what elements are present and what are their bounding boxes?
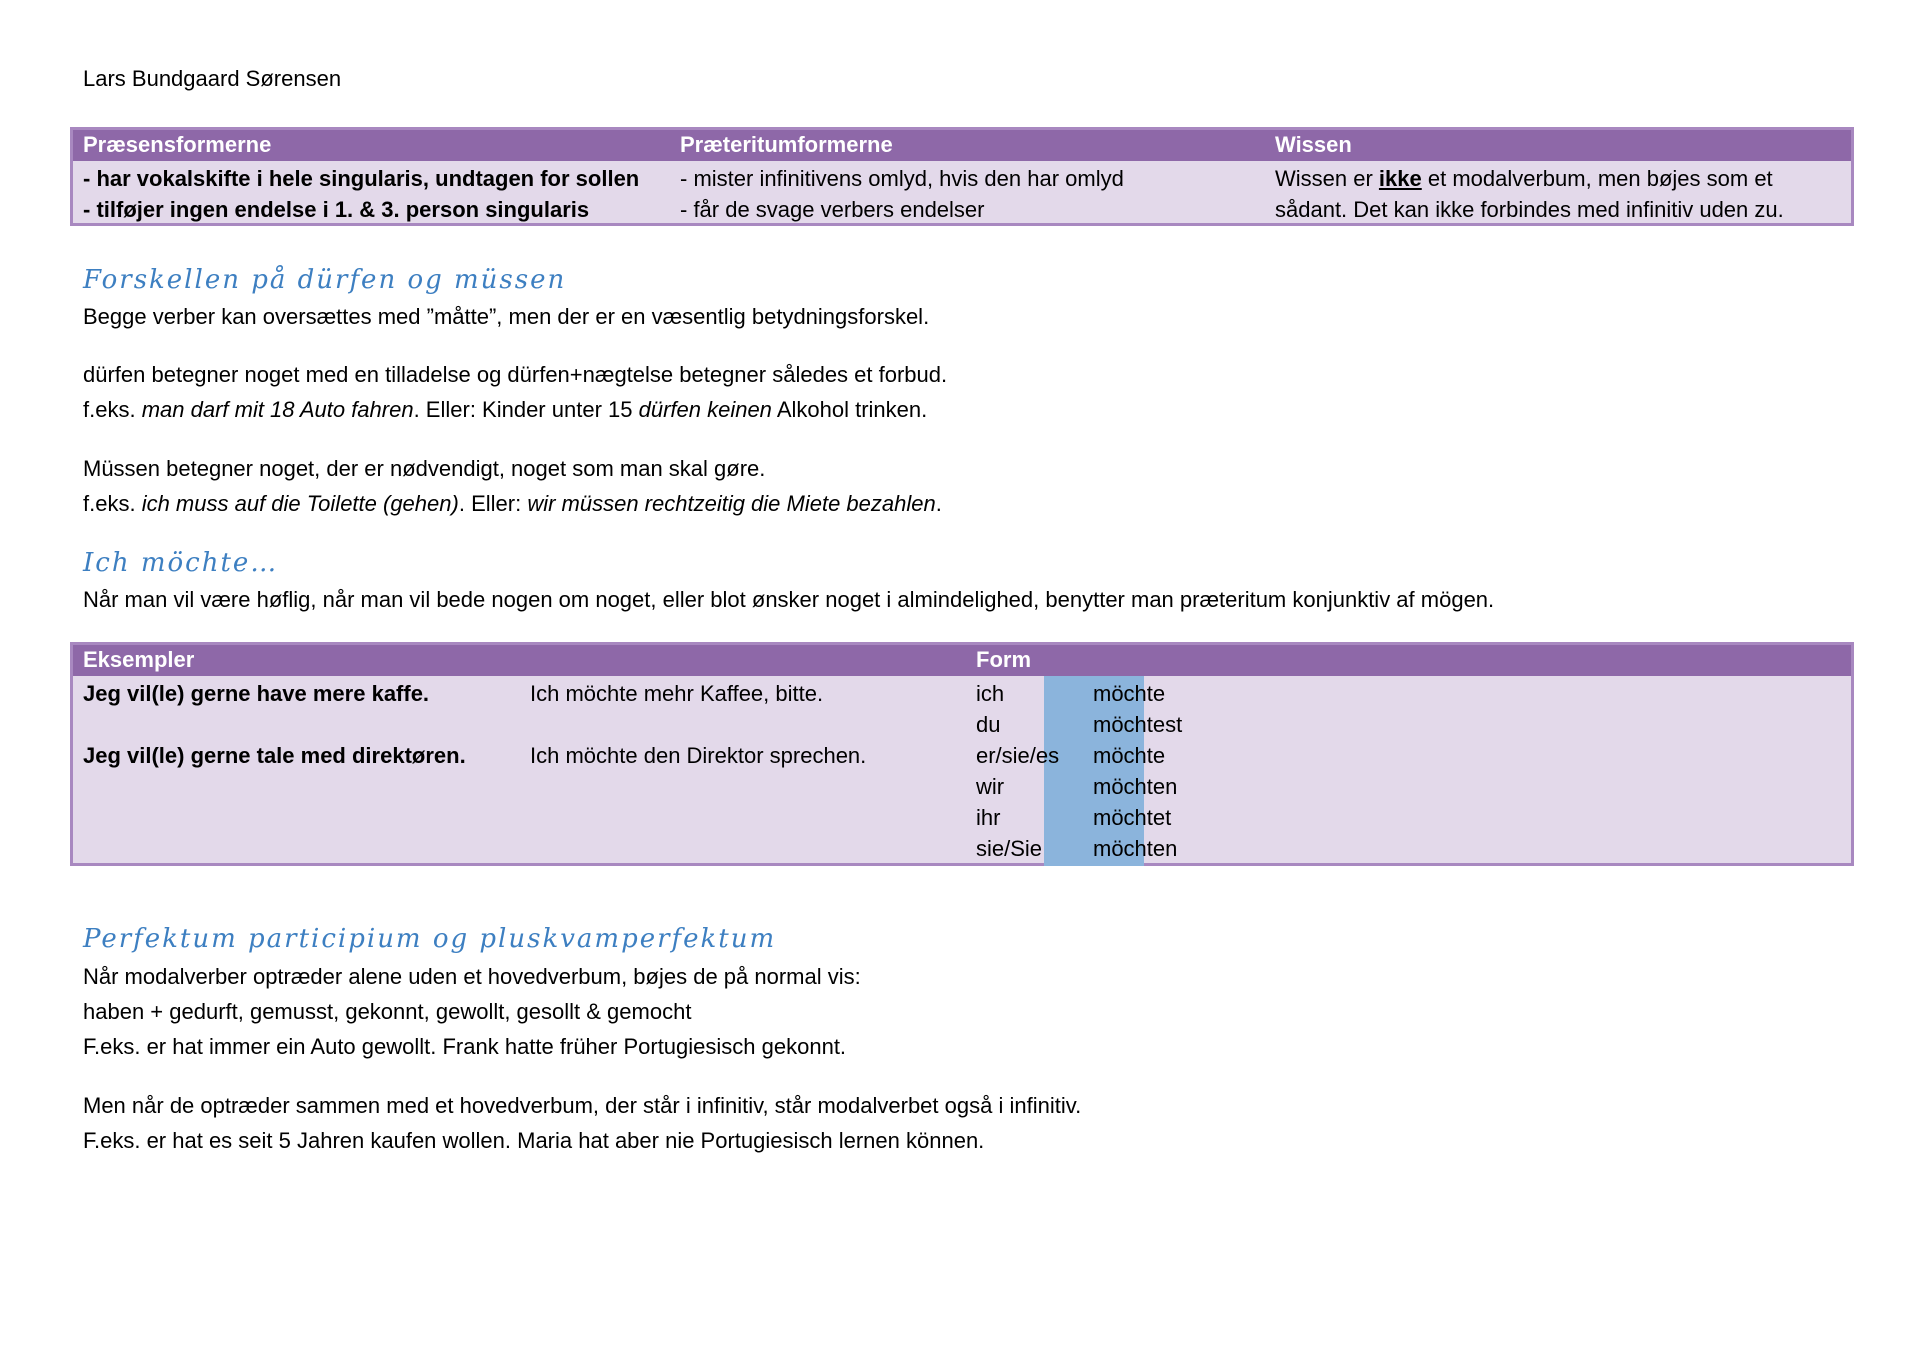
wissen-note-line-2: sådant. Det kan ikke forbindes med infinitiv uden zu.: [1275, 197, 1784, 222]
paragraph: haben + gedurft, gemusst, gekonnt, gewollt, gesollt & gemocht: [83, 999, 692, 1024]
example-german: Ich möchte mehr Kaffee, bitte.: [530, 681, 824, 706]
header-eksempler: Eksempler: [83, 647, 195, 672]
paragraph: Når man vil være høflig, når man vil bede nogen om noget, eller blot ønsker noget i almindelighed, benytter man præteritum konjunktiv af mögen.: [83, 587, 1495, 612]
paragraph: F.eks. er hat immer ein Auto gewollt. Frank hatte früher Portugiesisch gekonnt.: [83, 1034, 847, 1059]
verb-form: möchtet: [1093, 805, 1172, 830]
paragraph: dürfen betegner noget med en tilladelse og dürfen+nægtelse betegner således et forbud.: [83, 362, 948, 387]
heading-perfektum: Perfektum participium og pluskvamperfektum: [83, 924, 777, 954]
example-line: f.eks. man darf mit 18 Auto fahren. Eller: Kinder unter 15 dürfen keinen Alkohol trinken.: [83, 397, 928, 422]
verb-form: möchtest: [1093, 712, 1183, 737]
table-header: [73, 130, 1851, 161]
heading-ich-moechte: Ich möchte…: [83, 548, 279, 578]
header-wissen: Wissen: [1275, 132, 1352, 157]
author-name: Lars Bundgaard Sørensen: [83, 66, 342, 91]
header-praeteritum: Præteritumformerne: [680, 132, 893, 157]
header-praesens: Præsensformerne: [83, 132, 272, 157]
praesens-rule-2: - tilføjer ingen endelse i 1. & 3. person singularis: [83, 197, 590, 222]
paragraph: Begge verber kan oversættes med ”måtte”, men der er en væsentlig betydningsforskel.: [83, 304, 930, 329]
header-form: Form: [976, 647, 1031, 672]
praesens-rule-1: - har vokalskifte i hele singularis, undtagen for sollen: [83, 166, 640, 191]
paragraph: Men når de optræder sammen med et hovedverbum, der står i infinitiv, står modalverbet også i infinitiv.: [83, 1093, 1082, 1118]
moechte-table: [70, 642, 1854, 866]
example-line: f.eks. ich muss auf die Toilette (gehen). Eller: wir müssen rechtzeitig die Miete bezahlen.: [83, 491, 942, 516]
heading-duerfen-muessen: Forskellen på dürfen og müssen: [83, 265, 567, 295]
praeteritum-rule-2: - får de svage verbers endelser: [680, 197, 985, 222]
pronoun: du: [976, 712, 1001, 737]
verb-forms-table: [70, 127, 1854, 226]
pronoun: ich: [976, 681, 1005, 706]
praeteritum-rule-1: - mister infinitivens omlyd, hvis den har omlyd: [680, 166, 1124, 191]
example-danish: Jeg vil(le) gerne have mere kaffe.: [83, 681, 430, 706]
example-danish: Jeg vil(le) gerne tale med direktøren.: [83, 743, 466, 768]
emphasis-ikke: ikke: [1378, 166, 1422, 191]
paragraph: Når modalverber optræder alene uden et hovedverbum, bøjes de på normal vis:: [83, 964, 861, 989]
pronoun: ihr: [976, 805, 1001, 830]
pronoun: er/sie/es: [976, 743, 1060, 768]
pronoun: wir: [976, 774, 1005, 799]
paragraph: Müssen betegner noget, der er nødvendigt, noget som man skal gøre.: [83, 456, 766, 481]
table-header: [73, 645, 1851, 676]
wissen-note-line-1: Wissen er ikke et modalverbum, men bøjes som et: [1275, 166, 1773, 191]
verb-form: möchten: [1093, 774, 1178, 799]
verb-form: möchte: [1093, 743, 1166, 768]
verb-form: möchten: [1093, 836, 1178, 861]
example-german: Ich möchte den Direktor sprechen.: [530, 743, 867, 768]
paragraph: F.eks. er hat es seit 5 Jahren kaufen wollen. Maria hat aber nie Portugiesisch lernen können.: [83, 1128, 985, 1153]
verb-form: möchte: [1093, 681, 1166, 706]
pronoun: sie/Sie: [976, 836, 1043, 861]
